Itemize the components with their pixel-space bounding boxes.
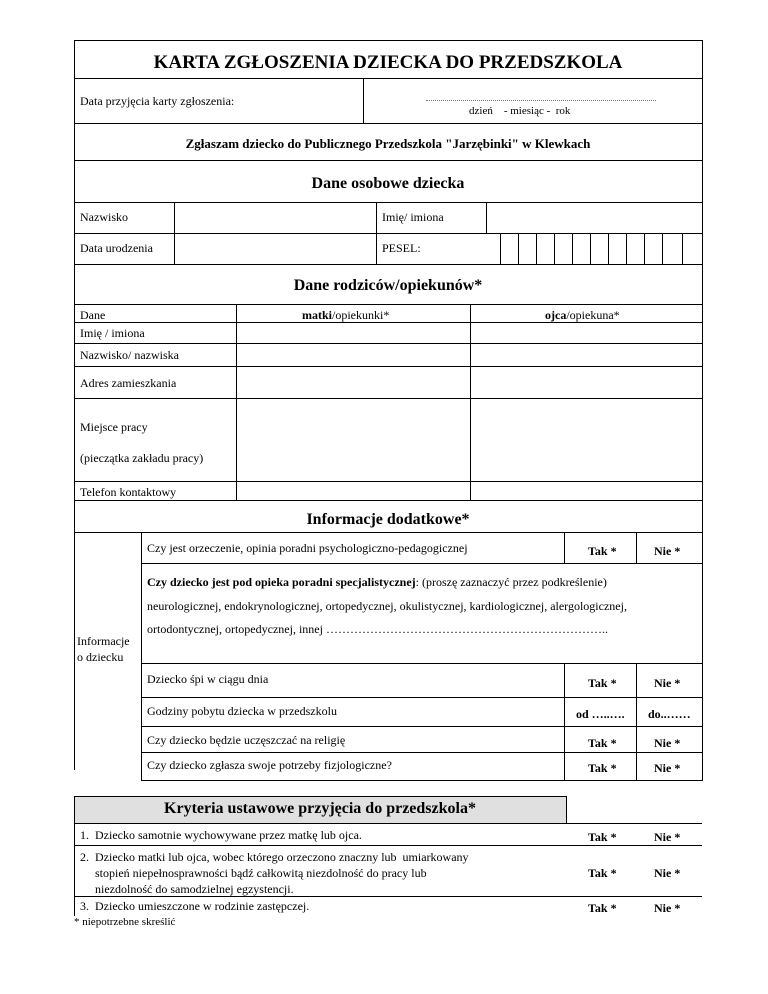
child-info-side-label-line1: Informacje bbox=[77, 634, 130, 648]
sleep-yes-option[interactable]: Tak * bbox=[588, 676, 617, 690]
parent-names-label: Imię / imiona bbox=[80, 326, 145, 340]
sleep-no-option[interactable]: Nie * bbox=[654, 676, 681, 690]
child-section-heading: Dane osobowe dziecka bbox=[311, 175, 465, 192]
certificate-no-option[interactable]: Nie * bbox=[654, 544, 681, 558]
criteria-3-yes-option[interactable]: Tak * bbox=[588, 901, 617, 915]
parent-surname-label: Nazwisko/ nazwiska bbox=[80, 348, 179, 362]
hours-from-field[interactable]: od …..…. bbox=[576, 707, 625, 721]
father-column-header bbox=[545, 308, 620, 323]
birthdate-label: Data urodzenia bbox=[80, 241, 153, 255]
workplace-stamp-label: (pieczątka zakładu pracy) bbox=[80, 451, 204, 465]
criteria-item-2 bbox=[80, 849, 469, 897]
names-label: Imię/ imiona bbox=[382, 210, 444, 224]
criteria-2-no-option[interactable]: Nie * bbox=[654, 866, 681, 880]
parents-data-column-label: Dane bbox=[80, 308, 106, 322]
parent-address-label: Adres zamieszkania bbox=[80, 376, 177, 390]
footnote: * niepotrzebne skreślić bbox=[74, 916, 176, 928]
mother-header-rest: /opiekunki* bbox=[332, 308, 390, 322]
certificate-yes-option[interactable]: Tak * bbox=[588, 544, 617, 558]
father-header-bold: ojca bbox=[545, 308, 567, 322]
criteria-2-yes-option[interactable]: Tak * bbox=[588, 866, 617, 880]
sleep-question: Dziecko śpi w ciągu dnia bbox=[147, 672, 269, 686]
birthdate-field[interactable] bbox=[174, 234, 376, 264]
names-field[interactable] bbox=[486, 203, 701, 233]
surname-field[interactable] bbox=[174, 203, 376, 233]
criteria-item-2-line3: niezdolność do samodzielnej egzystencji. bbox=[95, 882, 294, 896]
religion-question: Czy dziecko będzie uczęszczać na religię bbox=[147, 733, 346, 747]
child-info-side-label bbox=[77, 633, 130, 665]
mother-header-bold: matki bbox=[302, 308, 332, 322]
specialist-care-rest: : (proszę zaznaczyć przez podkreślenie) bbox=[415, 575, 607, 589]
declaration-text: Zgłaszam dziecko do Publicznego Przedszkola "Jarzębinki" w Klewkach bbox=[185, 136, 591, 151]
criteria-item-1: 1. Dziecko samotnie wychowywane przez matkę lub ojca. bbox=[80, 828, 362, 842]
physiological-yes-option[interactable]: Tak * bbox=[588, 761, 617, 775]
acceptance-date-format: dzień - miesiąc - rok bbox=[469, 105, 571, 117]
criteria-item-2-line1: 2. Dziecko matki lub ojca, wobec którego orzeczono znaczny lub umiarkowany bbox=[80, 850, 469, 864]
pesel-label: PESEL: bbox=[382, 241, 421, 255]
criteria-section-heading: Kryteria ustawowe przyjęcia do przedszkola* bbox=[164, 800, 476, 817]
father-fields[interactable] bbox=[471, 323, 701, 499]
physiological-question: Czy dziecko zgłasza swoje potrzeby fizjologiczne? bbox=[147, 758, 392, 772]
mother-column-header bbox=[302, 308, 389, 323]
acceptance-date-field[interactable] bbox=[426, 100, 656, 101]
pesel-field[interactable] bbox=[500, 234, 700, 264]
physiological-no-option[interactable]: Nie * bbox=[654, 761, 681, 775]
specialist-care-options-line3[interactable]: ortodontycznej, ortopedycznej, innej …………………………………………………………….. bbox=[147, 622, 608, 636]
religion-no-option[interactable]: Nie * bbox=[654, 736, 681, 750]
page-title: KARTA ZGŁOSZENIA DZIECKA DO PRZEDSZKOLA bbox=[153, 52, 623, 73]
religion-yes-option[interactable]: Tak * bbox=[588, 736, 617, 750]
hours-to-field[interactable]: do..…… bbox=[648, 707, 691, 721]
child-info-side-label-line2: o dziecku bbox=[77, 650, 124, 664]
criteria-item-2-line2: stopień niepełnosprawności bądź całkowitą niezdolność do pracy lub bbox=[95, 866, 427, 880]
criteria-1-yes-option[interactable]: Tak * bbox=[588, 830, 617, 844]
parents-section-heading: Dane rodziców/opiekunów* bbox=[293, 277, 483, 294]
workplace-label: Miejsce pracy bbox=[80, 420, 148, 434]
criteria-item-3: 3. Dziecko umieszczone w rodzinie zastępczej. bbox=[80, 899, 310, 913]
criteria-3-no-option[interactable]: Nie * bbox=[654, 901, 681, 915]
certificate-question: Czy jest orzeczenie, opinia poradni psychologiczno-pedagogicznej bbox=[147, 541, 468, 555]
criteria-1-no-option[interactable]: Nie * bbox=[654, 830, 681, 844]
phone-label: Telefon kontaktowy bbox=[80, 485, 177, 499]
mother-fields[interactable] bbox=[237, 323, 469, 499]
specialist-care-options-line2[interactable]: neurologicznej, endokrynologicznej, ortopedycznej, okulistycznej, kardiologicznej, alergologicznej, bbox=[147, 599, 627, 613]
surname-label: Nazwisko bbox=[80, 210, 128, 224]
additional-section-heading: Informacje dodatkowe* bbox=[306, 511, 470, 528]
specialist-care-bold: Czy dziecko jest pod opieka poradni specjalistycznej bbox=[147, 575, 416, 589]
father-header-rest: /opiekuna* bbox=[566, 308, 620, 322]
specialist-care-question bbox=[147, 575, 607, 590]
acceptance-date-label: Data przyjęcia karty zgłoszenia: bbox=[80, 94, 235, 108]
hours-question: Godziny pobytu dziecka w przedszkolu bbox=[147, 704, 337, 718]
